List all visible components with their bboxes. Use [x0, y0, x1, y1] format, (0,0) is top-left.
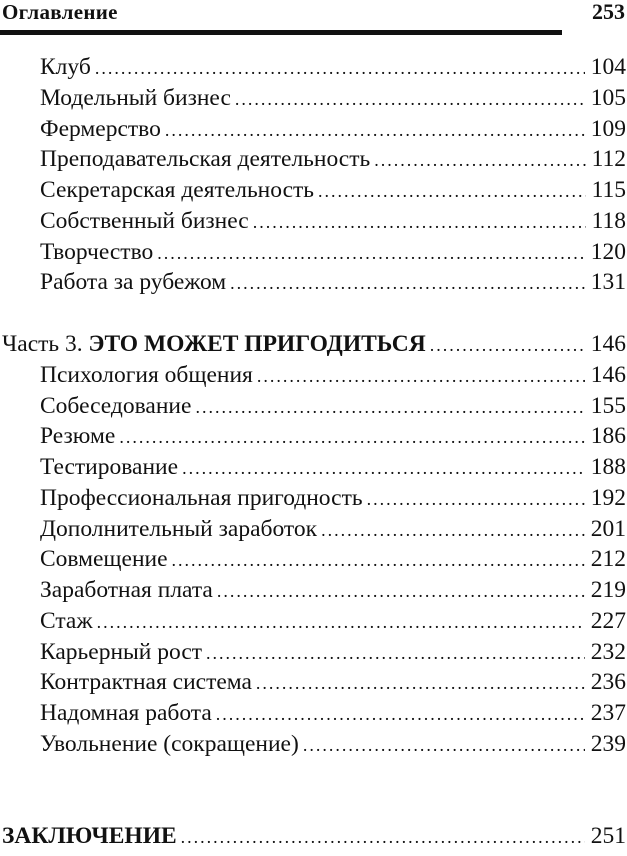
toc-entry-page: 115: [591, 177, 626, 203]
toc-entry-page: 232: [590, 639, 626, 665]
toc-entry-label: Преподавательская деятельность: [40, 146, 371, 172]
toc-entry-label: Творчество: [40, 239, 154, 265]
toc-entry-label: Модельный бизнес: [40, 85, 231, 111]
toc-entry-page: 112: [591, 146, 626, 172]
toc-entry-page: 146: [590, 362, 626, 388]
toc-entry: [40, 605, 626, 637]
toc-entry-label: Клуб: [40, 54, 91, 80]
toc-entry-label: Психология общения: [40, 362, 253, 388]
toc-entry: [40, 390, 626, 422]
toc-part-label: [2, 328, 426, 360]
toc-entry-label: Заработная плата: [40, 577, 213, 603]
toc-entry-page: 186: [590, 423, 626, 449]
page-header: [0, 0, 627, 40]
toc-entry-label: Тестирование: [40, 454, 179, 480]
toc-entry-label: Контрактная система: [40, 669, 252, 695]
dot-leader: [303, 729, 585, 761]
dot-leader: [172, 544, 585, 576]
toc-entry: [40, 205, 626, 237]
toc-entry-page: 227: [590, 608, 626, 634]
dot-leader: [257, 360, 585, 392]
toc-entry: [40, 266, 626, 298]
toc-entry-page: 201: [590, 516, 626, 542]
dot-leader: [97, 606, 585, 638]
toc-entry-label: Стаж: [40, 608, 93, 634]
toc-entry-page: 118: [591, 208, 626, 234]
dot-leader: [165, 114, 585, 146]
toc-entry-page: 212: [590, 546, 626, 572]
toc-entry-page: 109: [590, 116, 626, 142]
toc-entry: [40, 543, 626, 575]
toc-entry-label: Карьерный рост: [40, 639, 203, 665]
toc-entry-page: 188: [590, 454, 626, 480]
toc-part-page: 146: [590, 331, 626, 357]
conclusion-title: ЗАКЛЮЧЕНИЕ: [2, 823, 177, 849]
dot-leader: [217, 575, 585, 607]
toc-entry: [40, 574, 626, 606]
toc-entry-page: 104: [590, 54, 626, 80]
toc-entry: [40, 51, 626, 83]
toc-part-heading: [2, 328, 626, 360]
dot-leader: [374, 144, 585, 176]
toc-entry-page: 155: [590, 393, 626, 419]
toc-entry: [40, 82, 626, 114]
dot-leader: [253, 206, 586, 238]
toc-entry: [40, 113, 626, 145]
toc-entry-page: 105: [590, 85, 626, 111]
toc-entry-label: Резюме: [40, 423, 116, 449]
toc-entry: [40, 420, 626, 452]
toc-entry: [40, 359, 626, 391]
toc-entry: [40, 143, 626, 175]
dot-leader: [230, 267, 585, 299]
dot-leader: [216, 698, 585, 730]
toc-entry-label: Надомная работа: [40, 700, 212, 726]
dot-leader: [430, 329, 585, 361]
dot-leader: [157, 237, 584, 269]
toc-entry-label: Собеседование: [40, 393, 192, 419]
dot-leader: [318, 175, 586, 207]
dot-leader: [195, 391, 584, 423]
part-title: ЭТО МОЖЕТ ПРИГОДИТЬСЯ: [88, 331, 426, 357]
toc-entry: [40, 728, 626, 760]
toc-conclusion: [2, 820, 626, 852]
toc-entry-label: Профессиональная пригодность: [40, 485, 363, 511]
dot-leader: [256, 667, 585, 699]
header-rule: [0, 30, 562, 35]
toc-entry: [40, 482, 626, 514]
toc-entry-label: Дополнительный заработок: [40, 516, 318, 542]
toc-entry: [40, 174, 626, 206]
dot-leader: [119, 421, 584, 453]
toc-entry-page: 239: [590, 731, 626, 757]
toc-entry-page: 131: [590, 269, 626, 295]
toc-entry-page: 237: [590, 700, 626, 726]
running-title: Оглавление: [2, 0, 118, 24]
toc-entry-page: 192: [590, 485, 626, 511]
toc-entry-page: 219: [590, 577, 626, 603]
dot-leader: [206, 637, 585, 669]
toc-entry: [40, 513, 626, 545]
toc-conclusion-label: [2, 820, 177, 852]
toc-entry-label: Увольнение (сокращение): [40, 731, 299, 757]
dot-leader: [181, 821, 585, 853]
toc-entry-label: Собственный бизнес: [40, 208, 249, 234]
dot-leader: [235, 83, 585, 115]
toc-entry: [40, 636, 626, 668]
toc-entry-label: Фермерство: [40, 116, 161, 142]
toc-conclusion-page: 251: [590, 823, 626, 849]
dot-leader: [321, 514, 585, 546]
toc-entry-page: 236: [590, 669, 626, 695]
page-number: 253: [592, 0, 625, 24]
part-prefix: Часть 3.: [2, 331, 89, 357]
toc-entry-label: Работа за рубежом: [40, 269, 227, 295]
toc-entry-page: 120: [590, 239, 626, 265]
toc-entry-label: Секретарская деятельность: [40, 177, 315, 203]
toc-entry: [40, 451, 626, 483]
dot-leader: [95, 52, 585, 84]
dot-leader: [367, 483, 585, 515]
toc-entry: [40, 236, 626, 268]
toc-entry: [40, 666, 626, 698]
toc-entry: [40, 697, 626, 729]
toc-entry-label: Совмещение: [40, 546, 168, 572]
dot-leader: [182, 452, 585, 484]
